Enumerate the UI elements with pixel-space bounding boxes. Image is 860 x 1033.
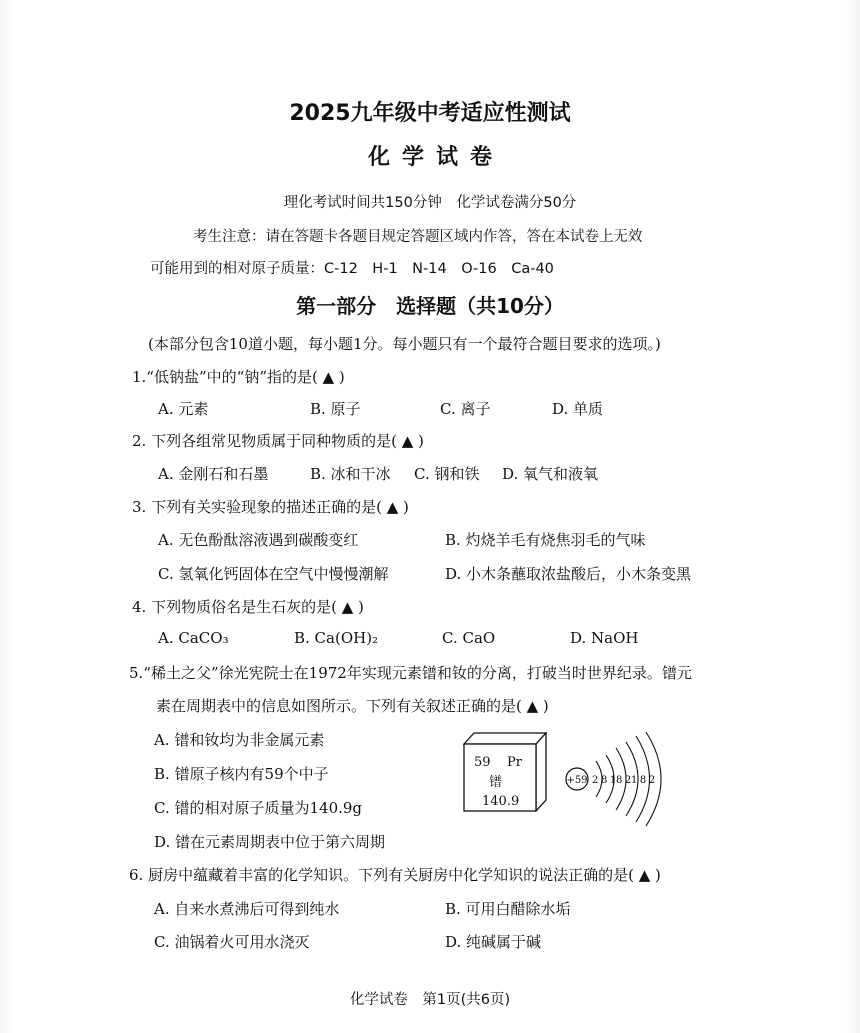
section-instructions: (本部分包含10道小题，每小题1分。每小题只有一个最符合题目要求的选项。) <box>148 335 661 353</box>
atomic-masses: 可能用到的相对原子质量：C-12 H-1 N-14 O-16 Ca-40 <box>150 261 554 277</box>
element-symbol: Pr <box>507 755 522 770</box>
section-title: 第一部分 选择题（共10分） <box>296 294 564 318</box>
q6-option-d: D. 纯碱属于碱 <box>445 933 542 951</box>
q4-option-d: D. NaOH <box>570 629 639 647</box>
q6-option-a: A. 自来水煮沸后可得到纯水 <box>154 900 340 918</box>
nucleus-charge: +59 <box>566 775 588 786</box>
question-1-stem: 1.“低钠盐”中的“钠”指的是( ▲ ) <box>132 368 345 386</box>
q4-option-b: B. Ca(OH)₂ <box>294 629 379 647</box>
exam-title: 2025九年级中考适应性测试 <box>289 101 571 126</box>
q1-option-a: A. 元素 <box>158 400 209 418</box>
question-2-stem: 2. 下列各组常见物质属于同种物质的是( ▲ ) <box>132 432 424 450</box>
q2-option-d: D. 氧气和液氧 <box>502 465 599 483</box>
q2-option-c: C. 钢和铁 <box>414 465 480 483</box>
question-6-stem: 6. 厨房中蕴藏着丰富的化学知识。下列有关厨房中化学知识的说法正确的是( ▲ ) <box>129 866 661 884</box>
page-footer: 化学试卷 第1页(共6页) <box>349 992 511 1008</box>
q3-option-a: A. 无色酚酞溶液遇到碳酸变红 <box>158 531 359 549</box>
q2-option-b: B. 冰和干冰 <box>310 465 391 483</box>
element-card <box>463 732 547 812</box>
q1-option-b: B. 原子 <box>310 400 361 418</box>
q5-option-b: B. 镨原子核内有59个中子 <box>154 765 329 783</box>
q5-option-a: A. 镨和钕均为非金属元素 <box>154 731 325 749</box>
question-3-stem: 3. 下列有关实验现象的描述正确的是( ▲ ) <box>132 498 409 516</box>
q4-option-a: A. CaCO₃ <box>158 629 229 647</box>
element-mass: 140.9 <box>482 794 520 809</box>
q1-option-c: C. 离子 <box>440 400 491 418</box>
element-atomic-number: 59 <box>474 755 491 770</box>
q3-option-d: D. 小木条蘸取浓盐酸后，小木条变黑 <box>445 565 692 583</box>
exam-notice: 考生注意：请在答题卡各题目规定答题区域内作答，答在本试卷上无效 <box>193 229 643 245</box>
time-info: 理化考试时间共150分钟 化学试卷满分50分 <box>283 195 577 211</box>
question-5-stem-line2: 素在周期表中的信息如图所示。下列有关叙述正确的是( ▲ ) <box>156 697 549 715</box>
electron-shells: 2 8 18 21 8 2 <box>592 775 655 786</box>
element-name: 镨 <box>489 775 503 790</box>
q2-option-a: A. 金刚石和石墨 <box>158 465 269 483</box>
q4-option-c: C. CaO <box>442 629 496 647</box>
q6-option-b: B. 可用白醋除水垢 <box>445 900 571 918</box>
question-5-stem-line1: 5.“稀土之父”徐光宪院士在1972年实现元素镨和钕的分离，打破当时世界纪录。镨元 <box>129 664 692 682</box>
q6-option-c: C. 油锅着火可用水浇灭 <box>154 933 310 951</box>
q3-option-b: B. 灼烧羊毛有烧焦羽毛的气味 <box>445 531 646 549</box>
q5-option-d: D. 镨在元素周期表中位于第六周期 <box>154 833 386 851</box>
q1-option-d: D. 单质 <box>552 400 604 418</box>
exam-subject: 化学试卷 <box>367 145 504 170</box>
atom-structure-diagram <box>562 731 670 827</box>
q3-option-c: C. 氢氧化钙固体在空气中慢慢潮解 <box>158 565 389 583</box>
q5-option-c: C. 镨的相对原子质量为140.9g <box>154 799 363 817</box>
question-4-stem: 4. 下列物质俗名是生石灰的是( ▲ ) <box>132 598 364 616</box>
